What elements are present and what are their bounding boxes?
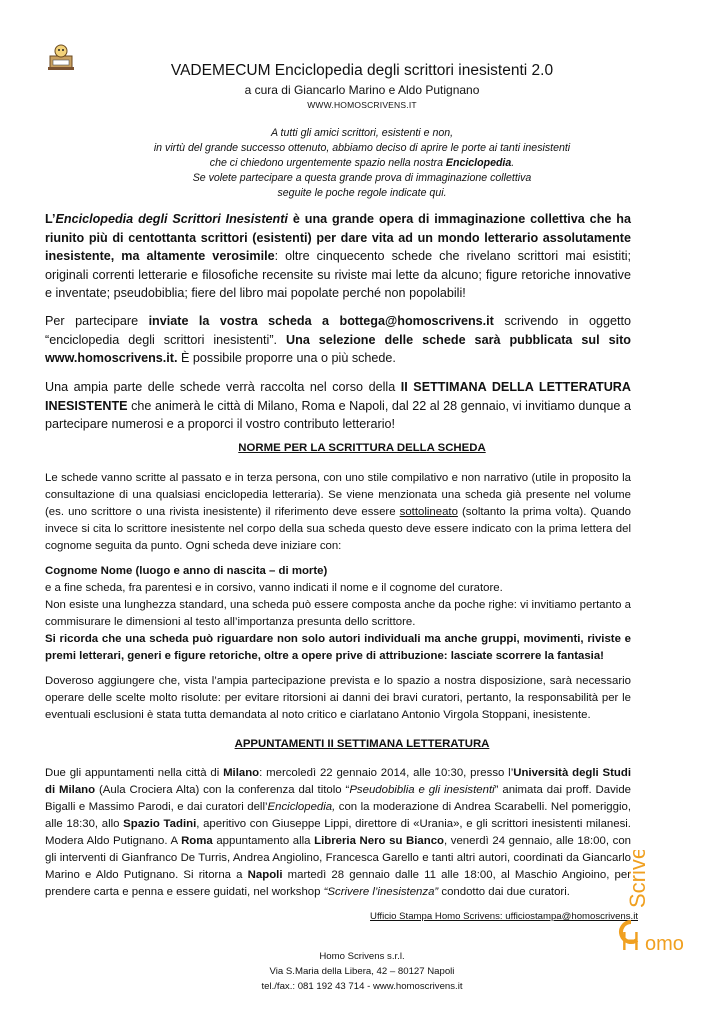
events-bold: Libreria Nero su Bianco bbox=[314, 835, 444, 847]
week-text: Una ampia parte delle schede verrà raccolta nel corso della bbox=[45, 380, 401, 394]
dedication-line: in virtù del grande successo ottenuto, abbiamo deciso di aprire le porte ai tanti inesistenti bbox=[153, 142, 571, 154]
submission-email[interactable]: inviate la vostra scheda a bottega@homoscrivens.it bbox=[148, 314, 494, 328]
rules-paragraph bbox=[45, 470, 631, 555]
site-url[interactable]: WWW.HOMOSCRIVENS.IT bbox=[307, 100, 417, 110]
footer-company: Homo Scrivens s.r.l. bbox=[319, 951, 405, 962]
dedication-line: A tutti gli amici scrittori, esistenti e non, bbox=[270, 127, 454, 139]
dedication-text: . bbox=[511, 157, 515, 169]
events-text: con la moderazione di Andrea Scarabelli. Nel pomeriggio, alle 18:30, allo bbox=[45, 801, 631, 830]
events-text: Due gli appuntamenti nella città di bbox=[45, 767, 224, 779]
events-italic: Enciclopedia, bbox=[267, 801, 336, 813]
rules-text: Le schede vanno scritte al passato e in terza persona, con uno stile compilativo e non narrativo (utile in proposito la consultazione di una qualsiasi enciclopedia letteraria). Se viene menzionata una scheda già presente nel volume (es. uno scrittore o una rivista inesistente) il riferimento deve essere bbox=[45, 472, 631, 518]
events-text: appuntamento alla bbox=[212, 835, 315, 847]
events-bold: Roma bbox=[181, 835, 213, 847]
section-heading-events: APPUNTAMENTI II SETTIMANA LETTERATURA bbox=[234, 738, 490, 750]
events-italic: Pseudobiblia e gli inesistenti bbox=[349, 784, 495, 796]
dedication-text: che ci chiedono urgentemente spazio nella nostra bbox=[209, 157, 446, 169]
intro-text: è una grande opera di immaginazione collettiva che ha riunito più di centottanta scrittori (esistenti) per dare vita ad un mondo letterario assolutamente inesistente, ma altamente verosimile bbox=[45, 212, 632, 264]
homo-scrivens-logo bbox=[615, 850, 715, 960]
intro-paragraph bbox=[45, 210, 631, 303]
intro-title: Enciclopedia degli Scrittori Inesistenti bbox=[55, 212, 288, 226]
format-line: e a fine scheda, fra parentesi e in corsivo, vanno indicati il nome e il cognome del curatore. bbox=[45, 582, 503, 594]
note-paragraph: Doveroso aggiungere che, vista l’ampia partecipazione prevista e lo spazio a nostra disposizione, sarà necessario operare delle scelte molto risolute: per evitare ritorsioni ai danni dei bravi curatori, pertanto, la responsabilità per le eventuali esclusioni è stata tutta demandata al noto critico e ciarlatano Antonio Virgola Stoppani, inesistente. bbox=[45, 675, 631, 721]
page-title: VADEMECUM Enciclopedia degli scrittori inesistenti 2.0 bbox=[170, 62, 554, 79]
footer-address: Via S.Maria della Libera, 42 – 80127 Napoli bbox=[269, 966, 455, 977]
events-paragraph bbox=[45, 765, 631, 901]
events-text: ” animata dai proff. Davide Bigalli e Massimo Parodi, e dai curatori dell’ bbox=[45, 784, 631, 813]
events-text: (Aula Crociera Alta) con la conferenza dal titolo “ bbox=[95, 784, 350, 796]
events-text: , venerdì 24 gennaio, alle 18:00, con gli interventi di Gianfranco De Turris, Andrea Angiolino, Francesca Garello e tanti altri autori, coordinati da Giancarlo Marino e Aldo Putignano. Si ritorna a bbox=[45, 835, 631, 881]
brand-word-scrivens: Scrivens bbox=[625, 850, 650, 908]
dedication-bold: Enciclopedia bbox=[445, 157, 512, 169]
week-text: che animerà le città di Milano, Roma e Napoli, dal 22 al 28 gennaio, vi invitiamo dunque a partecipare numerosi e a proporci il vostro contributo letterario! bbox=[45, 398, 631, 432]
events-text: condotto dai due curatori. bbox=[438, 886, 570, 898]
events-text: , aperitivo con Giuseppe Lippi, direttore di «Urania», e gli scrittori inesistenti milanesi. Modera Aldo Putignano. A bbox=[45, 818, 631, 847]
events-text: martedì 28 gennaio dalle 11 alle 18:00, al Maschio Angioino, per prendere carta e penna e essere guidati, nel workshop bbox=[45, 869, 631, 898]
intro-text: L’ bbox=[45, 212, 56, 226]
events-bold: Spazio Tadini bbox=[123, 818, 197, 830]
events-bold: Napoli bbox=[247, 869, 283, 881]
dedication-line: seguite le poche regole indicate qui. bbox=[277, 187, 447, 199]
participate-paragraph bbox=[45, 312, 631, 368]
brand-word-omo: omo bbox=[645, 933, 684, 955]
events-italic: “Scrivere l’inesistenza” bbox=[323, 886, 439, 898]
press-office-link[interactable]: Ufficio Stampa Homo Scrivens: ufficiostampa@homoscrivens.it bbox=[370, 911, 638, 922]
participate-bold: Una selezione delle schede sarà pubblicata sul sito www.homoscrivens.it. bbox=[45, 332, 631, 366]
dedication-line: Se volete partecipare a questa grande prova di immaginazione collettiva bbox=[192, 172, 532, 184]
brand-letter-h: H bbox=[621, 926, 640, 956]
format-paragraph bbox=[45, 563, 631, 665]
participate-text: Per partecipare bbox=[45, 314, 149, 328]
week-bold: II SETTIMANA DELLA LETTERATURA INESISTENTE bbox=[45, 380, 631, 413]
dedication-line bbox=[0, 156, 724, 171]
format-bold: Si ricorda che una scheda può riguardare non solo autori individuali ma anche gruppi, movimenti, riviste e premi letterari, generi e figure retoriche, oltre a opere prive di attribuzione: lasciate scorrere la fantasia! bbox=[45, 633, 631, 662]
dedication bbox=[0, 126, 724, 201]
events-text: : mercoledì 22 gennaio 2014, alle 10:30, presso l’ bbox=[259, 767, 514, 779]
rules-text: (soltanto la prima volta). Quando invece si cita lo scrittore inesistente nel corpo della sua scheda questo deve essere indicato con la prima lettera del cognome seguita da punto. Ogni scheda deve iniziare con: bbox=[45, 506, 631, 552]
intro-text: : oltre cinquecento schede che rivelano scrittori mai esistiti; originali correnti letterarie e filosofiche recensite su riviste mai lette da alcuno; figure retoriche innovative e inventate; pseudobiblia; fiere del libro mai popolate perché non popolabili! bbox=[45, 249, 631, 301]
section-heading-rules: NORME PER LA SCRITTURA DELLA SCHEDA bbox=[238, 442, 486, 454]
format-line: Non esiste una lunghezza standard, una scheda può essere composta anche da poche righe: vi invitiamo pertanto a commisurare le dimensioni al testo all’importanza presunta dello scrittore. bbox=[45, 599, 631, 628]
events-bold: Università degli Studi di Milano bbox=[45, 767, 632, 796]
rules-underlined: sottolineato bbox=[399, 506, 458, 518]
participate-text: È possibile proporre una o più schede. bbox=[177, 351, 396, 366]
week-paragraph bbox=[45, 378, 631, 434]
page-subtitle: a cura di Giancarlo Marino e Aldo Putignano bbox=[244, 83, 480, 97]
footer-contacts: tel./fax.: 081 192 43 714 - www.homoscrivens.it bbox=[261, 981, 463, 992]
format-bold: Cognome Nome (luogo e anno di nascita – di morte) bbox=[45, 565, 328, 577]
participate-text: scrivendo in oggetto “enciclopedia degli scrittori inesistenti”. bbox=[45, 314, 632, 347]
events-bold: Milano bbox=[223, 767, 260, 779]
